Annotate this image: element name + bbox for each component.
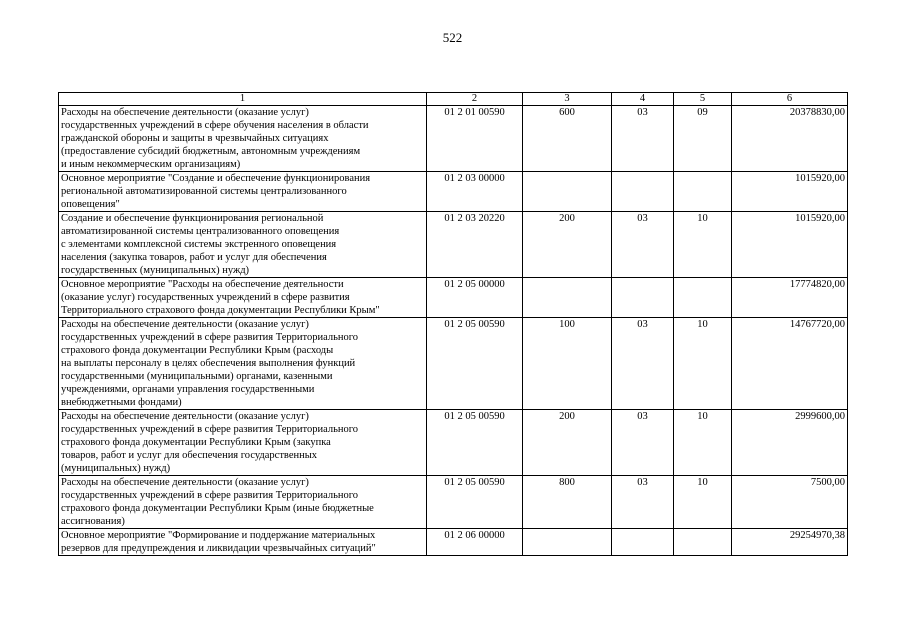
header-col-3: 3 [523, 93, 612, 106]
table-row [59, 278, 848, 318]
row-subsection: 09 [674, 106, 732, 172]
row-expense-type: 600 [523, 106, 612, 172]
row-section [612, 278, 674, 318]
row-expense-type: 200 [523, 410, 612, 476]
header-col-4: 4 [612, 93, 674, 106]
row-section: 03 [612, 106, 674, 172]
row-amount: 14767720,00 [732, 318, 848, 410]
row-name: Расходы на обеспечение деятельности (оказание услуг) государственных учреждений в сфере развития Территориального страхового фонда документации Республики Крым (закупка товаров, работ и услуг для обеспечения государственных (муниципальных) нужд) [59, 410, 427, 476]
row-subsection [674, 172, 732, 212]
row-expense-type [523, 529, 612, 556]
header-col-1: 1 [59, 93, 427, 106]
row-subsection [674, 529, 732, 556]
header-col-2: 2 [427, 93, 523, 106]
row-target-article: 01 2 05 00590 [427, 318, 523, 410]
row-name: Основное мероприятие "Формирование и поддержание материальных резервов для предупреждения и ликвидации чрезвычайных ситуаций" [59, 529, 427, 556]
row-name: Основное мероприятие "Расходы на обеспечение деятельности (оказание услуг) государственных учреждений в сфере развития Территориального страхового фонда документации Республики Крым" [59, 278, 427, 318]
row-subsection: 10 [674, 476, 732, 529]
row-target-article: 01 2 01 00590 [427, 106, 523, 172]
row-target-article: 01 2 03 20220 [427, 212, 523, 278]
table-row [59, 212, 848, 278]
row-amount: 1015920,00 [732, 172, 848, 212]
row-target-article: 01 2 05 00590 [427, 410, 523, 476]
row-expense-type [523, 278, 612, 318]
header-col-6: 6 [732, 93, 848, 106]
row-name: Расходы на обеспечение деятельности (оказание услуг) государственных учреждений в сфере развития Территориального страхового фонда документации Республики Крым (иные бюджетные ассигнования) [59, 476, 427, 529]
row-expense-type: 100 [523, 318, 612, 410]
table-row [59, 172, 848, 212]
row-name: Расходы на обеспечение деятельности (оказание услуг) государственных учреждений в сфере развития Территориального страхового фонда документации Республики Крым (расходы на выплаты персоналу в целях обеспечения выполнения функций государственными (муниципальными) органами, казенными учреждениями, органами управления государственными внебюджетными фондами) [59, 318, 427, 410]
page-number: 522 [442, 30, 463, 45]
row-name: Основное мероприятие "Создание и обеспечение функционирования региональной автоматизированной системы централизованного оповещения" [59, 172, 427, 212]
row-section: 03 [612, 318, 674, 410]
row-expense-type [523, 172, 612, 212]
row-amount: 1015920,00 [732, 212, 848, 278]
table-row [59, 410, 848, 476]
header-col-5: 5 [674, 93, 732, 106]
row-section: 03 [612, 410, 674, 476]
row-section: 03 [612, 476, 674, 529]
row-target-article: 01 2 05 00000 [427, 278, 523, 318]
row-section [612, 172, 674, 212]
row-subsection: 10 [674, 410, 732, 476]
row-target-article: 01 2 03 00000 [427, 172, 523, 212]
row-expense-type: 200 [523, 212, 612, 278]
row-expense-type: 800 [523, 476, 612, 529]
row-subsection: 10 [674, 212, 732, 278]
table-row [59, 318, 848, 410]
row-name: Расходы на обеспечение деятельности (оказание услуг) государственных учреждений в сфере обучения населения в области гражданской обороны и защиты в чрезвычайных ситуациях (предоставление субсидий бюджетным, автономным учреждениям и иным некоммерческим организациям) [59, 106, 427, 172]
row-section [612, 529, 674, 556]
row-target-article: 01 2 05 00590 [427, 476, 523, 529]
table-header-row [59, 93, 848, 106]
table-row [59, 476, 848, 529]
row-amount: 29254970,38 [732, 529, 848, 556]
table-row [59, 529, 848, 556]
row-amount: 2999600,00 [732, 410, 848, 476]
row-section: 03 [612, 212, 674, 278]
row-subsection [674, 278, 732, 318]
row-target-article: 01 2 06 00000 [427, 529, 523, 556]
row-amount: 20378830,00 [732, 106, 848, 172]
row-amount: 17774820,00 [732, 278, 848, 318]
row-amount: 7500,00 [732, 476, 848, 529]
row-subsection: 10 [674, 318, 732, 410]
budget-table [58, 92, 848, 556]
row-name: Создание и обеспечение функционирования региональной автоматизированной системы централизованного оповещения с элементами комплексной системы экстренного оповещения населения (закупка товаров, работ и услуг для обеспечения государственных (муниципальных) нужд) [59, 212, 427, 278]
table-row [59, 106, 848, 172]
